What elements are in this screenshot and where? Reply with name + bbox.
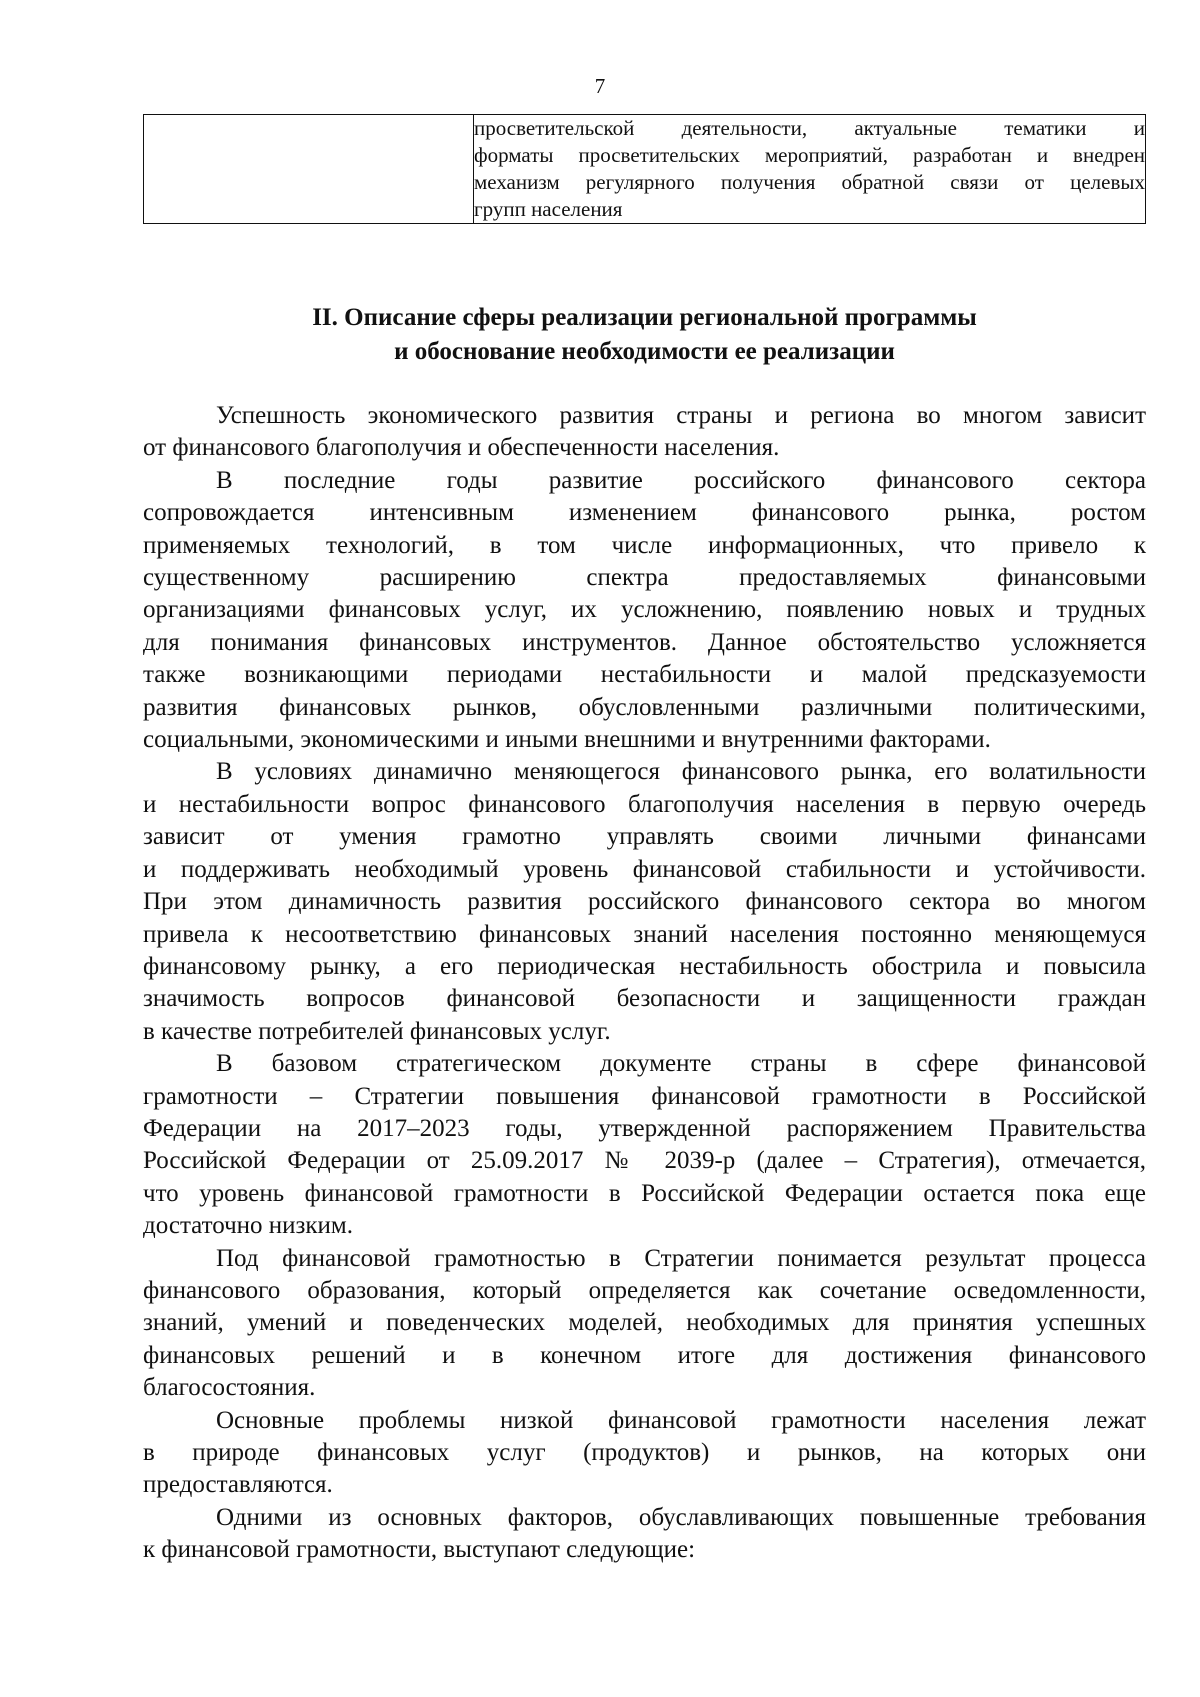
- paragraph-line: организациями финансовых услуг, их усложнению, появлению новых и трудных: [143, 596, 1146, 624]
- paragraph-line: Федерации на 2017–2023 годы, утвержденной распоряжением Правительства: [143, 1114, 1146, 1142]
- paragraph-line: привела к несоответствию финансовых знаний населения постоянно меняющемуся: [143, 920, 1146, 948]
- paragraph-line: социальными, экономическими и иными внешними и внутренними факторами.: [143, 726, 991, 754]
- table-text-line: групп населения: [474, 197, 623, 221]
- paragraph-line: финансовых решений и в конечном итоге для достижения финансового: [143, 1341, 1146, 1369]
- paragraph-line: Российской Федерации от 25.09.2017 № 2039-р (далее – Стратегия), отмечается,: [143, 1147, 1146, 1175]
- paragraph-line: в качестве потребителей финансовых услуг.: [143, 1017, 611, 1045]
- table-row: [144, 115, 1146, 224]
- paragraph-line: Одними из основных факторов, обуславливающих повышенные требования: [216, 1503, 1146, 1531]
- table-text-line: просветительской деятельности, актуальные тематики и: [474, 116, 1145, 140]
- paragraph-line: В условиях динамично меняющегося финансового рынка, его волатильности: [216, 758, 1146, 786]
- table-cell-empty: [144, 115, 474, 224]
- paragraph-line: зависит от умения грамотно управлять своими личными финансами: [143, 823, 1146, 851]
- paragraph-line: При этом динамичность развития российского финансового сектора во многом: [143, 888, 1146, 916]
- paragraph-line: и поддерживать необходимый уровень финансовой стабильности и устойчивости.: [143, 855, 1146, 883]
- continuation-table: [143, 114, 1146, 224]
- paragraph-line: В базовом стратегическом документе страны в сфере финансовой: [216, 1050, 1146, 1078]
- paragraph-line: достаточно низким.: [143, 1212, 353, 1240]
- paragraph-line: знаний, умений и поведенческих моделей, необходимых для принятия успешных: [143, 1309, 1146, 1337]
- paragraph-line: развития финансовых рынков, обусловленными различными политическими,: [143, 693, 1146, 721]
- section-heading: [143, 301, 1146, 369]
- paragraph-line: и нестабильности вопрос финансового благополучия населения в первую очередь: [143, 790, 1146, 818]
- paragraph-line: от финансового благополучия и обеспеченности населения.: [143, 434, 780, 462]
- table-cell-text: [474, 115, 1146, 224]
- section-heading-line: II. Описание сферы реализации региональной программы: [312, 304, 977, 331]
- paragraph-line: также возникающими периодами нестабильности и малой предсказуемости: [143, 661, 1146, 689]
- body-text: [143, 400, 1146, 1567]
- paragraph-line: что уровень финансовой грамотности в Российской Федерации остается пока еще: [143, 1179, 1146, 1207]
- paragraph-line: грамотности – Стратегии повышения финансовой грамотности в Российской: [143, 1082, 1146, 1110]
- paragraph-line: финансового образования, который определяется как сочетание осведомленности,: [143, 1276, 1146, 1304]
- table-text-line: механизм регулярного получения обратной связи от целевых: [474, 170, 1145, 194]
- section-heading-line: и обоснование необходимости ее реализации: [394, 338, 895, 365]
- paragraph-line: значимость вопросов финансовой безопасности и защищенности граждан: [143, 985, 1146, 1013]
- paragraph-line: В последние годы развитие российского финансового сектора: [216, 466, 1146, 494]
- paragraph-line: существенному расширению спектра предоставляемых финансовыми: [143, 564, 1146, 592]
- paragraph-line: финансовому рынку, а его периодическая нестабильность обострила и повысила: [143, 952, 1146, 980]
- paragraph-line: предоставляются.: [143, 1471, 333, 1499]
- paragraph-line: сопровождается интенсивным изменением финансового рынка, ростом: [143, 499, 1146, 527]
- paragraph-line: Под финансовой грамотностью в Стратегии понимается результат процесса: [216, 1244, 1146, 1272]
- table-text-line: форматы просветительских мероприятий, разработан и внедрен: [474, 143, 1145, 167]
- paragraph-line: к финансовой грамотности, выступают следующие:: [143, 1536, 696, 1564]
- paragraph-line: Успешность экономического развития страны и региона во многом зависит: [216, 402, 1146, 429]
- paragraph-line: для понимания финансовых инструментов. Данное обстоятельство усложняется: [143, 628, 1146, 656]
- paragraph-line: Основные проблемы низкой финансовой грамотности населения лежат: [216, 1406, 1146, 1434]
- page-number: 7: [594, 74, 606, 98]
- paragraph-line: в природе финансовых услуг (продуктов) и рынков, на которых они: [143, 1439, 1146, 1466]
- paragraph-line: применяемых технологий, в том числе информационных, что привело к: [143, 531, 1146, 559]
- paragraph-line: благосостояния.: [143, 1374, 316, 1402]
